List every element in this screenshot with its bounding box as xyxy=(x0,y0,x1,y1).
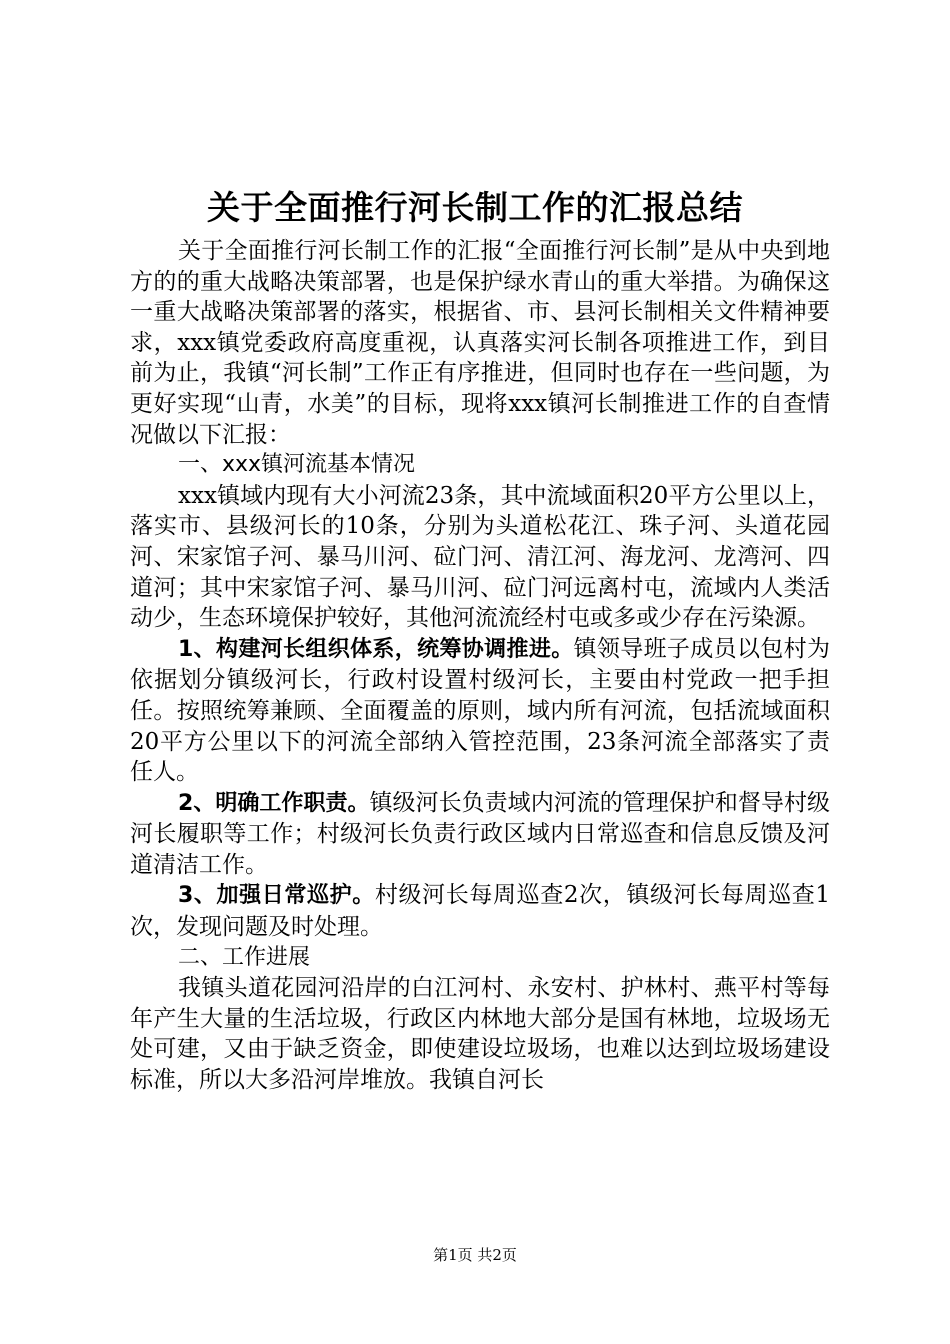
item-1-text: 镇领导班子成员以包村为依据划分镇级河长，行政村设置村级河长，主要由村党政一把手担任。按照统筹兼顾、全面覆盖的原则，域内所有河流，包括流域面积20平方公里以下的河流全部纳入管控范围，23条河流全部落实了责任人。 xyxy=(130,635,831,786)
intro-paragraph: 关于全面推行河长制工作的汇报“全面推行河长制”是从中央到地方的的重大战略决策部署，也是保护绿水青山的重大举措。为确保这一重大战略决策部署的落实，根据省、市、县河长制相关文件精神要求，xxx镇党委政府高度重视，认真落实河长制各项推进工作，到目前为止，我镇“河长制”工作正有序推进，但同时也存在一些问题，为更好实现“山青，水美”的目标，现将xxx镇河长制推进工作的自查情况做以下汇报： xyxy=(130,238,830,448)
item-3-text: 村级河长每周巡查2次，镇级河长每周巡查1次，发现问题及时处理。 xyxy=(130,882,830,941)
item-2-lead: 2、明确工作职责。 xyxy=(178,790,370,816)
section-1-heading: 一、xxx镇河流基本情况 xyxy=(178,452,416,478)
document-body xyxy=(130,236,830,1096)
section-1-paragraph: xxx镇域内现有大小河流23条，其中流域面积20平方公里以上，落实市、县级河长的10条，分别为头道松花江、珠子河、头道花园河、宋家馆子河、暴马川河、砬门河、清江河、海龙河、龙湾河、四道河；其中宋家馆子河、暴马川河、砬门河远离村屯，流域内人类活动少，生态环境保护较好，其他河流流经村屯或多或少存在污染源。 xyxy=(130,482,830,632)
section-2-heading: 二、工作进展 xyxy=(178,944,311,970)
item-1-lead: 1、构建河长组织体系，统筹协调推进。 xyxy=(178,636,574,662)
item-3-lead: 3、加强日常巡护。 xyxy=(178,883,375,909)
section-2-paragraph: 我镇头道花园河沿岸的白江河村、永安村、护林村、燕平村等每年产生大量的生活垃圾，行政区内林地大部分是国有林地，垃圾场无处可建，又由于缺乏资金，即使建设垃圾场，也难以达到垃圾场建设标准，所以大多沿河岸堆放。我镇自河长 xyxy=(130,975,830,1094)
item-2-text: 镇级河长负责域内河流的管理保护和督导村级河长履职等工作；村级河长负责行政区域内日常巡查和信息反馈及河道清洁工作。 xyxy=(130,789,830,878)
item-1-paragraph xyxy=(130,634,830,788)
item-2-paragraph xyxy=(130,788,830,881)
item-3-paragraph xyxy=(130,880,830,942)
document-title: 关于全面推行河长制工作的汇报总结 xyxy=(207,188,743,227)
page-footer: 第1页 共2页 xyxy=(433,1246,517,1264)
